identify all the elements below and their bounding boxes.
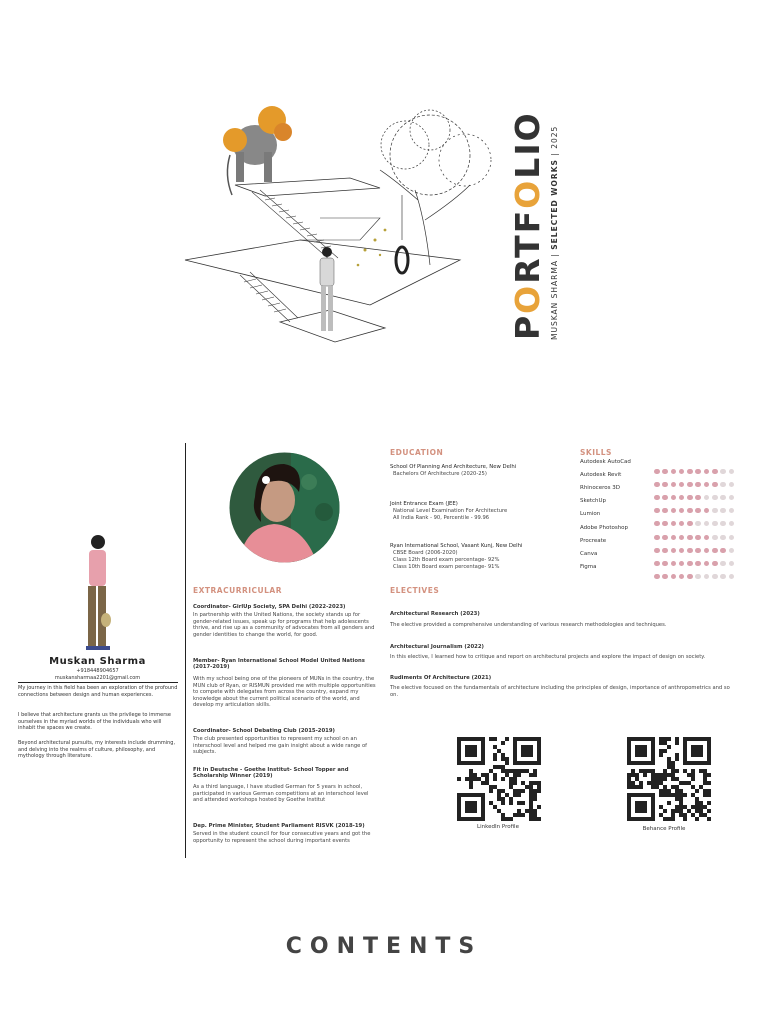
cover-name: MUSKAN SHARMA xyxy=(550,260,559,340)
extracurricular-text: With my school being one of the pioneers of MUNs in the country, the MUN club of Ryan, or RISMUN provided me with multiple opportunities to compete with delegates from across the country, expand my knowledge about the current political scenario of the world, and develop my articulation skills. xyxy=(193,676,376,709)
elective-title: Rudiments Of Architecture (2021) xyxy=(390,675,492,681)
skill-name: Procreate xyxy=(580,538,607,544)
skill-dot xyxy=(704,574,710,580)
vertical-divider xyxy=(185,443,186,858)
education-title: School Of Planning And Architecture, New Delhi xyxy=(390,464,517,470)
extracurricular-heading: EXTRACURRICULAR xyxy=(193,586,282,595)
skill-name: SketchUp xyxy=(580,498,607,504)
skill-row xyxy=(580,459,755,471)
title-letter: R xyxy=(508,257,547,284)
profile-phone: +918448904657 xyxy=(76,668,119,674)
skill-row xyxy=(580,551,755,563)
title-letter: L xyxy=(508,155,547,179)
education-line: National Level Examination For Architecture xyxy=(393,508,508,514)
divider xyxy=(18,682,178,683)
profile-name: Muskan Sharma xyxy=(49,656,146,667)
swing-figure xyxy=(396,195,408,273)
elective-text: In this elective, I learned how to critique and report on architectural projects and explore the impact of design on society. xyxy=(390,654,706,660)
education-title: Joint Entrance Exam (JEE) xyxy=(390,501,458,507)
linkedin-profile-label[interactable]: LinkedIn Profile xyxy=(477,824,519,830)
profile-email[interactable]: muskansharmaa2201@gmail.com xyxy=(54,675,141,681)
skill-row xyxy=(580,538,755,550)
extracurricular-title: Dep. Prime Minister, Student Parliament RISVK (2018-19) xyxy=(193,823,365,829)
title-letter: O xyxy=(508,111,547,142)
skill-dot xyxy=(654,574,660,580)
skill-dot xyxy=(712,574,718,580)
education-heading: EDUCATION xyxy=(390,448,444,457)
elective-title: Architectural Research (2023) xyxy=(390,611,480,617)
skill-name: Autodesk AutoCad xyxy=(580,459,631,465)
education-line: CBSE Board (2006-2020) xyxy=(393,550,458,556)
skill-level-dots xyxy=(654,564,737,583)
extracurricular-text: In partnership with the United Nations, the society stands up for gender-related issues, speak up for programs that help adolescents thrive, and rise up as a community of advocates from all genders and gender identities to change the world, for good. xyxy=(193,612,375,638)
bio-paragraph: My journey in this field has been an exploration of the profound connections between design and human experiences. xyxy=(18,685,178,698)
skill-name: Rhinoceros 3D xyxy=(580,485,620,491)
extracurricular-title: Fit in Deutsche - Goethe Institut- School Topper and Scholarship Winner (2019) xyxy=(193,767,349,779)
electives-heading: ELECTIVES xyxy=(390,586,440,595)
extracurricular-title: Coordinator- GirlUp Society, SPA Delhi (2022-2023) xyxy=(193,604,346,610)
education-line: All India Rank - 90, Percentile - 99.96 xyxy=(393,515,490,521)
skill-dot xyxy=(720,574,726,580)
title-letter: O xyxy=(508,178,547,209)
cover-year: 2025 xyxy=(550,125,559,149)
profile-figure xyxy=(78,532,118,657)
portrait-photo xyxy=(229,452,340,563)
skill-dot xyxy=(695,574,701,580)
skill-row xyxy=(580,564,755,576)
title-letter: T xyxy=(508,233,547,258)
cover-selected-works: SELECTED WORKS xyxy=(550,159,559,250)
education-line: Class 12th Board exam percentage- 92% xyxy=(393,557,500,563)
skills-heading: SKILLS xyxy=(580,448,612,457)
skill-name: Canva xyxy=(580,551,598,557)
skill-row xyxy=(580,472,755,484)
skill-dot xyxy=(662,574,668,580)
education-line: Class 10th Board exam percentage- 91% xyxy=(393,564,500,570)
portfolio-title: PORTFOLIO MUSKAN SHARMA | SELECTED WORKS | 2025 xyxy=(508,111,559,340)
bio-paragraph: Beyond architectural pursuits, my interests include drumming, and delving into the realms of culture, philosophy, and mythology through literature. xyxy=(18,740,176,759)
behance-profile-label[interactable]: Behance Profile xyxy=(642,826,686,832)
bio-paragraph: I believe that architecture grants us the privilege to immerse ourselves in the myriad worlds of the individuals who will inhabit the spaces we create. xyxy=(18,712,171,731)
title-letter: P xyxy=(508,313,547,340)
skill-dot xyxy=(671,574,677,580)
contents-heading: CONTENTS xyxy=(285,934,483,959)
skill-name: Autodesk Revit xyxy=(580,472,622,478)
education-title: Ryan International School, Vasant Kunj, New Delhi xyxy=(390,543,523,549)
extracurricular-title: Member- Ryan International School Model United Nations (2017-2019) xyxy=(193,658,365,670)
skill-name: Lumion xyxy=(580,511,601,517)
tree-figure xyxy=(380,110,491,265)
person-figure xyxy=(320,247,334,331)
skill-row xyxy=(580,498,755,510)
extracurricular-text: As a third language, I have studied German for 5 years in school, participated in various German competitions at an interschool level and attended workshops hosted by Goethe Institut xyxy=(193,784,369,804)
title-letter: O xyxy=(508,283,547,314)
elective-text: The elective focused on the fundamentals of architecture including the principles of design, importance of anthropometrics and so on. xyxy=(390,685,730,698)
elective-title: Architectural Journalism (2022) xyxy=(390,644,484,650)
title-letter: I xyxy=(508,141,547,156)
extracurricular-text: Served in the student council for four consecutive years and got the opportunity to represent the school during important events xyxy=(193,831,371,844)
elective-text: The elective provided a comprehensive understanding of various research methodologies and techniques. xyxy=(390,622,667,628)
skill-dot xyxy=(687,574,693,580)
education-line: Bachelors Of Architecture (2020-25) xyxy=(393,471,487,477)
skill-dot xyxy=(679,574,685,580)
hero-illustration xyxy=(180,100,510,345)
extracurricular-text: The club presented opportunities to represent my school on an interschool level and helped me gain insight about a wide range of subjects. xyxy=(193,736,367,756)
linkedin-qr-code[interactable] xyxy=(457,737,541,821)
extracurricular-title: Coordinator- School Debating Club (2015-2019) xyxy=(193,728,335,734)
title-letter: F xyxy=(508,208,547,234)
skill-dot xyxy=(729,574,735,580)
skill-name: Adobe Photoshop xyxy=(580,525,629,531)
elephant-figure xyxy=(223,106,292,195)
skill-row xyxy=(580,525,755,537)
skill-name: Figma xyxy=(580,564,597,570)
behance-qr-code[interactable] xyxy=(627,737,711,821)
skill-row xyxy=(580,511,755,523)
skill-row xyxy=(580,485,755,497)
